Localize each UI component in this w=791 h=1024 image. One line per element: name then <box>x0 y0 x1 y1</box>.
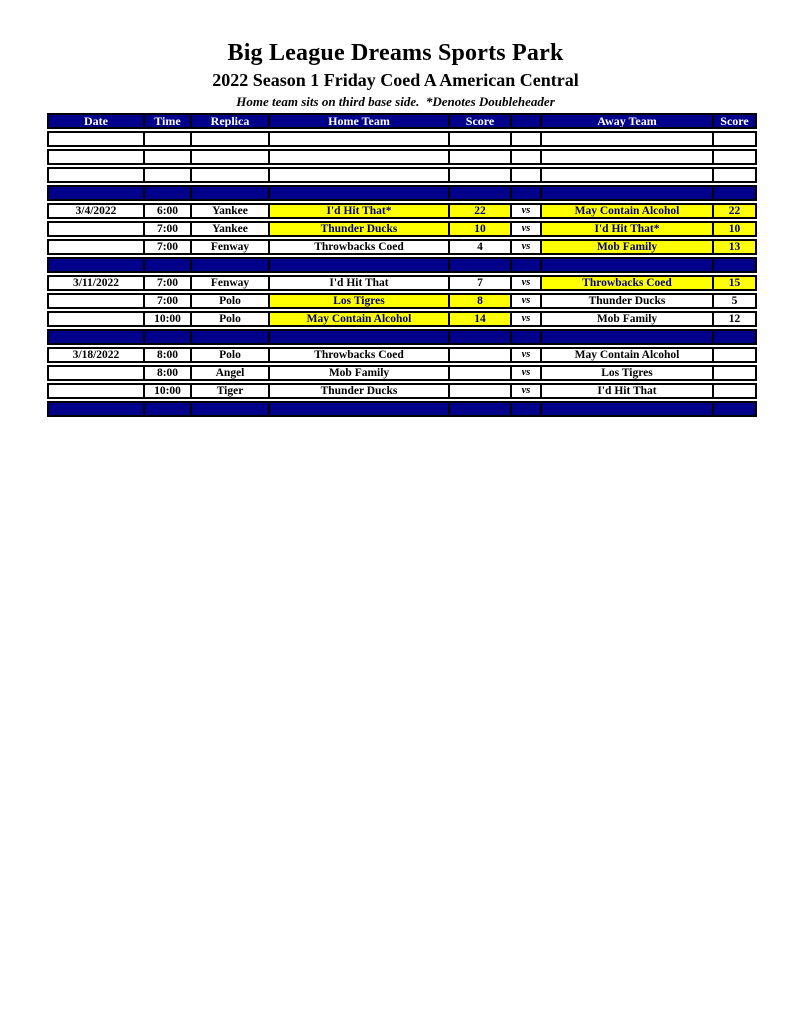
home-team-cell: Thunder Ducks <box>268 221 448 237</box>
replica-cell: Yankee <box>190 203 268 219</box>
away-team-cell: Throwbacks Coed <box>540 275 712 291</box>
home-team-cell: I'd Hit That* <box>268 203 448 219</box>
vs-cell: vs <box>510 203 540 219</box>
date-cell <box>47 221 143 237</box>
empty-cell <box>510 131 540 147</box>
away-team-cell: I'd Hit That <box>540 383 712 399</box>
empty-cell <box>540 131 712 147</box>
replica-cell: Tiger <box>190 383 268 399</box>
date-cell <box>47 383 143 399</box>
replica-cell: Angel <box>190 365 268 381</box>
col-header-vs <box>510 113 540 129</box>
away-score-cell: 5 <box>712 293 757 309</box>
away-score-cell: 22 <box>712 203 757 219</box>
empty-cell <box>143 167 190 183</box>
empty-row <box>47 167 757 183</box>
empty-row <box>47 131 757 147</box>
separator-cell <box>448 185 510 201</box>
separator-cell <box>540 257 712 273</box>
time-cell: 8:00 <box>143 347 190 363</box>
home-team-cell: Throwbacks Coed <box>268 347 448 363</box>
separator-cell <box>143 329 190 345</box>
separator-cell <box>190 185 268 201</box>
empty-cell <box>268 131 448 147</box>
empty-cell <box>712 167 757 183</box>
away-team-cell: I'd Hit That* <box>540 221 712 237</box>
date-cell <box>47 239 143 255</box>
separator-cell <box>268 185 448 201</box>
empty-cell <box>448 167 510 183</box>
separator-cell <box>712 185 757 201</box>
separator-cell <box>190 329 268 345</box>
home-team-cell: Mob Family <box>268 365 448 381</box>
empty-cell <box>47 131 143 147</box>
date-cell <box>47 365 143 381</box>
game-row <box>47 293 757 309</box>
separator-cell <box>712 401 757 417</box>
time-cell: 7:00 <box>143 275 190 291</box>
separator-cell <box>712 257 757 273</box>
game-row <box>47 311 757 327</box>
separator-cell <box>143 401 190 417</box>
game-row <box>47 221 757 237</box>
home-team-cell: Thunder Ducks <box>268 383 448 399</box>
separator-cell <box>510 329 540 345</box>
replica-cell: Polo <box>190 293 268 309</box>
col-header-away-team: Away Team <box>540 113 712 129</box>
separator-cell <box>47 401 143 417</box>
home-team-cell: Throwbacks Coed <box>268 239 448 255</box>
empty-cell <box>268 167 448 183</box>
away-team-cell: Mob Family <box>540 311 712 327</box>
home-team-cell: I'd Hit That <box>268 275 448 291</box>
separator-cell <box>47 185 143 201</box>
vs-cell: vs <box>510 239 540 255</box>
separator-row <box>47 401 757 417</box>
empty-cell <box>540 149 712 165</box>
vs-cell: vs <box>510 311 540 327</box>
date-cell <box>47 293 143 309</box>
away-score-cell <box>712 383 757 399</box>
away-score-cell <box>712 347 757 363</box>
date-cell: 3/11/2022 <box>47 275 143 291</box>
game-row <box>47 275 757 291</box>
separator-cell <box>540 329 712 345</box>
separator-cell <box>190 257 268 273</box>
home-score-cell: 8 <box>448 293 510 309</box>
time-cell: 10:00 <box>143 383 190 399</box>
header-row <box>47 113 757 129</box>
away-score-cell <box>712 365 757 381</box>
vs-cell: vs <box>510 347 540 363</box>
empty-cell <box>268 149 448 165</box>
empty-cell <box>190 131 268 147</box>
home-score-cell: 7 <box>448 275 510 291</box>
game-row <box>47 383 757 399</box>
separator-cell <box>448 401 510 417</box>
time-cell: 8:00 <box>143 365 190 381</box>
empty-row <box>47 149 757 165</box>
separator-cell <box>190 401 268 417</box>
empty-cell <box>510 149 540 165</box>
empty-cell <box>510 167 540 183</box>
page-title: Big League Dreams Sports Park <box>227 40 564 66</box>
home-score-cell: 22 <box>448 203 510 219</box>
separator-cell <box>510 257 540 273</box>
separator-cell <box>143 257 190 273</box>
date-cell <box>47 311 143 327</box>
col-header-date: Date <box>47 113 143 129</box>
date-cell: 3/18/2022 <box>47 347 143 363</box>
separator-cell <box>448 257 510 273</box>
page-note: Home team sits on third base side. *Denotes Doubleheader <box>236 94 555 109</box>
separator-cell <box>540 185 712 201</box>
time-cell: 7:00 <box>143 221 190 237</box>
schedule-page <box>0 0 791 419</box>
home-team-cell: Los Tigres <box>268 293 448 309</box>
empty-cell <box>47 167 143 183</box>
away-score-cell: 13 <box>712 239 757 255</box>
separator-cell <box>540 401 712 417</box>
away-team-cell: May Contain Alcohol <box>540 347 712 363</box>
empty-cell <box>712 149 757 165</box>
away-team-cell: Los Tigres <box>540 365 712 381</box>
schedule-table <box>47 111 757 419</box>
vs-cell: vs <box>510 275 540 291</box>
time-cell: 6:00 <box>143 203 190 219</box>
empty-cell <box>448 131 510 147</box>
col-header-replica: Replica <box>190 113 268 129</box>
replica-cell: Fenway <box>190 239 268 255</box>
separator-row <box>47 185 757 201</box>
empty-cell <box>448 149 510 165</box>
game-row <box>47 239 757 255</box>
separator-cell <box>47 329 143 345</box>
page-subtitle: 2022 Season 1 Friday Coed A American Central <box>212 70 579 90</box>
game-row <box>47 365 757 381</box>
separator-cell <box>510 185 540 201</box>
separator-cell <box>510 401 540 417</box>
home-score-cell <box>448 383 510 399</box>
col-header-time: Time <box>143 113 190 129</box>
separator-row <box>47 257 757 273</box>
home-score-cell <box>448 347 510 363</box>
empty-cell <box>143 131 190 147</box>
separator-cell <box>268 329 448 345</box>
col-header-away-score: Score <box>712 113 757 129</box>
vs-cell: vs <box>510 365 540 381</box>
home-team-cell: May Contain Alcohol <box>268 311 448 327</box>
game-row <box>47 347 757 363</box>
separator-cell <box>712 329 757 345</box>
empty-cell <box>190 167 268 183</box>
vs-cell: vs <box>510 383 540 399</box>
time-cell: 7:00 <box>143 293 190 309</box>
away-team-cell: May Contain Alcohol <box>540 203 712 219</box>
replica-cell: Yankee <box>190 221 268 237</box>
separator-row <box>47 329 757 345</box>
empty-cell <box>143 149 190 165</box>
separator-cell <box>268 257 448 273</box>
empty-cell <box>712 131 757 147</box>
col-header-home-team: Home Team <box>268 113 448 129</box>
replica-cell: Polo <box>190 311 268 327</box>
empty-cell <box>47 149 143 165</box>
vs-cell: vs <box>510 293 540 309</box>
schedule-table-body <box>47 131 757 417</box>
replica-cell: Polo <box>190 347 268 363</box>
empty-cell <box>190 149 268 165</box>
away-team-cell: Mob Family <box>540 239 712 255</box>
away-score-cell: 10 <box>712 221 757 237</box>
separator-cell <box>47 257 143 273</box>
col-header-home-score: Score <box>448 113 510 129</box>
home-score-cell: 14 <box>448 311 510 327</box>
replica-cell: Fenway <box>190 275 268 291</box>
away-score-cell: 12 <box>712 311 757 327</box>
away-score-cell: 15 <box>712 275 757 291</box>
separator-cell <box>448 329 510 345</box>
home-score-cell <box>448 365 510 381</box>
vs-cell: vs <box>510 221 540 237</box>
home-score-cell: 4 <box>448 239 510 255</box>
home-score-cell: 10 <box>448 221 510 237</box>
empty-cell <box>540 167 712 183</box>
time-cell: 7:00 <box>143 239 190 255</box>
separator-cell <box>143 185 190 201</box>
date-cell: 3/4/2022 <box>47 203 143 219</box>
game-row <box>47 203 757 219</box>
away-team-cell: Thunder Ducks <box>540 293 712 309</box>
separator-cell <box>268 401 448 417</box>
time-cell: 10:00 <box>143 311 190 327</box>
